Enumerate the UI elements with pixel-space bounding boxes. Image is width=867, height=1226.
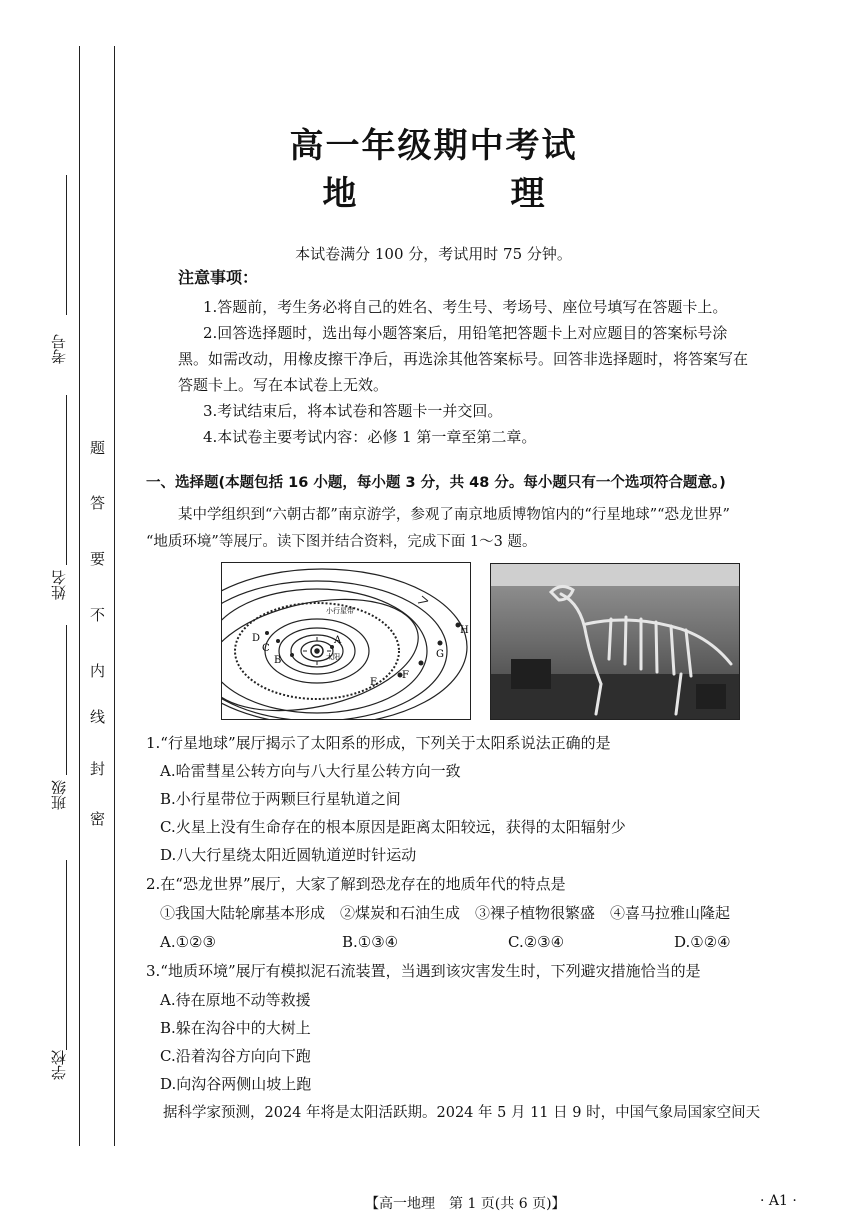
sun-label: 太阳 (326, 653, 340, 661)
kaohao-label: 考号 (50, 334, 68, 364)
subject-title: 地 理 (322, 174, 605, 214)
orbit-label-c: C (262, 643, 270, 654)
question-3-option-b: B.躲在沟谷中的大树上 (160, 1019, 311, 1037)
solar-system-figure (221, 562, 471, 720)
question-1-option-a: A.哈雷彗星公转方向与八大行星公转方向一致 (160, 762, 461, 780)
notice-item: 2.回答选择题时，选出每小题答案后，用铅笔把答题卡上对应题目的答案标号涂 (203, 324, 728, 342)
notice-item: 答题卡上。写在本试卷上无效。 (178, 376, 389, 394)
question-1-option-d: D.八大行星绕太阳近圆轨道逆时针运动 (160, 846, 417, 864)
question-2-option-d: D.①②④ (674, 933, 731, 951)
paper-code: · A1 · (760, 1193, 797, 1209)
xingming-fill-line (66, 395, 67, 565)
solar-system-diagram (222, 563, 470, 719)
dinosaur-photo (490, 563, 740, 720)
question-3-option-a: A.待在原地不动等救援 (160, 991, 311, 1009)
dinosaur-skeleton-image (491, 564, 739, 719)
warning-char: 密 (90, 810, 106, 828)
notice-item: 3.考试结束后，将本试卷和答题卡一并交回。 (203, 402, 503, 420)
section-intro: “地质环境”等展厅。读下图并结合资料，完成下面 1～3 题。 (146, 534, 537, 550)
question-1-stem: 1.“行星地球”展厅揭示了太阳系的形成，下列关于太阳系说法正确的是 (146, 734, 611, 752)
question-3-option-c: C.沿着沟谷方向向下跑 (160, 1047, 311, 1065)
notice-heading: 注意事项： (178, 268, 259, 287)
page-footer: 【高一地理 第 1 页(共 6 页)】 (365, 1196, 566, 1212)
asteroid-belt-label: 小行星带 (326, 607, 354, 615)
banji-label: 班级 (50, 780, 68, 810)
xuexiao-fill-line (66, 860, 67, 1050)
banji-fill-line (66, 625, 67, 775)
orbit-label-h: H (460, 625, 469, 636)
warning-char: 要 (90, 550, 106, 568)
warning-char: 不 (90, 606, 106, 624)
question-1-option-b: B.小行星带位于两颗巨行星轨道之间 (160, 790, 401, 808)
orbit-label-b: B (274, 655, 282, 666)
section-intro: 某中学组织到“六朝古都”南京游学，参观了南京地质博物馆内的“行星地球”“恐龙世界” (178, 507, 730, 523)
warning-char: 线 (90, 708, 106, 726)
question-1-option-c: C.火星上没有生命存在的根本原因是距离太阳较远，获得的太阳辐射少 (160, 818, 626, 836)
next-passage-intro: 据科学家预测，2024 年将是太阳活跃期。2024 年 5 月 11 日 9 时，中国气象局国家空间天 (163, 1105, 761, 1121)
section-heading: 一、选择题(本题包括 16 小题，每小题 3 分，共 48 分。每小题只有一个选项符合题意。) (146, 475, 726, 491)
question-2-option-c: C.②③④ (508, 933, 565, 951)
orbit-label-g: G (436, 649, 444, 660)
orbit-label-a: A (334, 635, 342, 646)
warning-char: 内 (90, 662, 106, 680)
xingming-label: 姓名 (50, 570, 68, 600)
question-2-stem: 2.在“恐龙世界”展厅，大家了解到恐龙存在的地质年代的特点是 (146, 875, 566, 893)
warning-char: 封 (90, 760, 106, 778)
exam-info: 本试卷满分 100 分，考试用时 75 分钟。 (295, 245, 572, 263)
warning-char: 答 (90, 494, 106, 512)
warning-char: 题 (90, 439, 106, 457)
question-2-statements: ①我国大陆轮廓基本形成 ②煤炭和石油生成 ③裸子植物很繁盛 ④喜马拉雅山隆起 (160, 904, 731, 922)
question-2-option-a: A.①②③ (160, 933, 216, 951)
notice-item: 黑。如需改动，用橡皮擦干净后，再选涂其他答案标号。回答非选择题时，将答案写在 (178, 350, 749, 368)
notice-item: 1.答题前，考生务必将自己的姓名、考生号、考场号、座位号填写在答题卡上。 (203, 298, 728, 316)
exam-title: 高一年级期中考试 (289, 126, 578, 166)
orbit-label-e: E (370, 677, 378, 688)
orbit-label-d: D (252, 633, 261, 644)
notice-item: 4.本试卷主要考试内容：必修 1 第一章至第二章。 (203, 428, 537, 446)
xuexiao-label: 学校 (50, 1050, 68, 1080)
question-2-option-b: B.①③④ (342, 933, 399, 951)
question-3-stem: 3.“地质环境”展厅有模拟泥石流装置，当遇到该灾害发生时，下列避灾措施恰当的是 (146, 962, 701, 980)
orbit-label-f: F (402, 670, 409, 681)
question-3-option-d: D.向沟谷两侧山坡上跑 (160, 1075, 312, 1093)
